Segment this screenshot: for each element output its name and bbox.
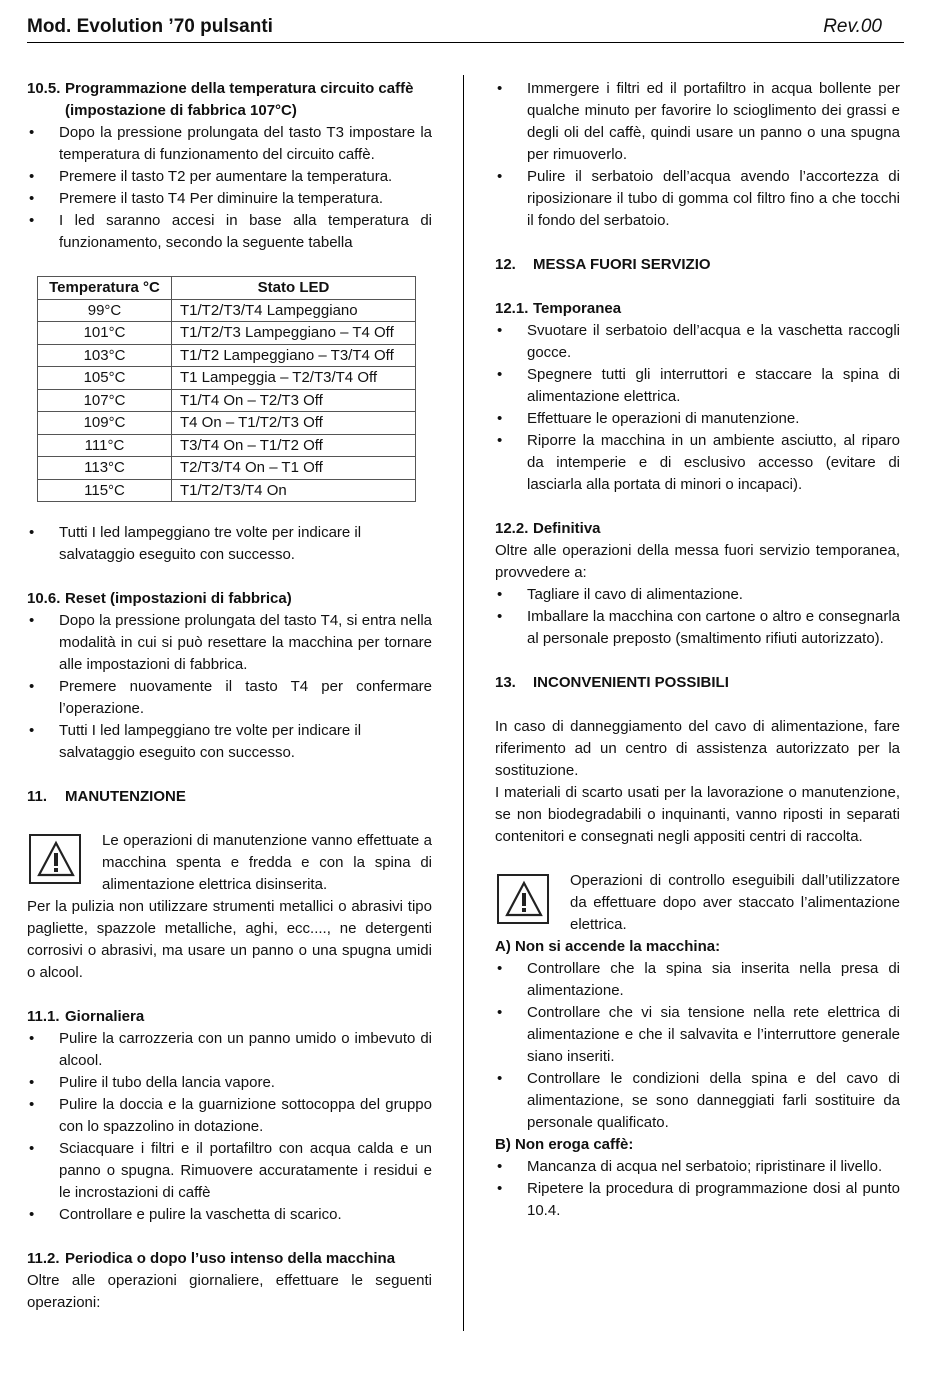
section-12-1-list bbox=[495, 320, 900, 496]
column-header: Stato LED bbox=[172, 277, 416, 300]
list-item: • Premere il tasto T2 per aumentare la temperatura. bbox=[27, 166, 432, 188]
list-item: • Controllare che la spina sia inserita nella presa di alimentazione. bbox=[495, 958, 900, 1002]
section-number: 10.6. bbox=[27, 590, 61, 607]
section-number: 11.1. bbox=[27, 1008, 60, 1025]
section-title: Periodica o dopo l’uso intenso della macchina bbox=[65, 1250, 396, 1267]
section-11-1-heading bbox=[27, 1006, 432, 1028]
section-title: MESSA FUORI SERVIZIO bbox=[533, 256, 711, 273]
list-item: • Immergere i filtri ed il portafiltro in acqua bollente per qualche minuto per favorire lo scioglimento dei grassi e degli oli del caffè, quindi usare un panno o una spugna per rimuoverlo. bbox=[495, 78, 900, 166]
temperature-cell: 105°C bbox=[38, 367, 172, 390]
led-state-cell: T1/T4 On – T2/T3 Off bbox=[172, 389, 416, 412]
warning-icon bbox=[497, 874, 549, 924]
list-item: • Pulire il tubo della lancia vapore. bbox=[27, 1072, 432, 1094]
section-10-6-heading bbox=[27, 588, 432, 610]
temperature-cell: 103°C bbox=[38, 344, 172, 367]
table-row bbox=[38, 434, 416, 457]
table-row bbox=[38, 389, 416, 412]
list-item: • Spegnere tutti gli interruttori e staccare la spina di alimentazione elettrica. bbox=[495, 364, 900, 408]
problem-a-list bbox=[495, 958, 900, 1134]
temperature-cell: 101°C bbox=[38, 322, 172, 345]
list-item: • Pulire la carrozzeria con un panno umido o imbevuto di alcool. bbox=[27, 1028, 432, 1072]
section-number: 11. bbox=[27, 788, 48, 805]
list-item: • Controllare che vi sia tensione nella rete elettrica di alimentazione e che il salvavita e l’interruttore generale siano inseriti. bbox=[495, 1002, 900, 1068]
section-number: 12. bbox=[495, 256, 516, 273]
section-10-6-list bbox=[27, 610, 432, 764]
revision-label: Rev.00 bbox=[823, 16, 882, 37]
page-header bbox=[27, 14, 904, 43]
section-number: 12.1. bbox=[495, 300, 529, 317]
list-item: • Premere il tasto T4 Per diminuire la temperatura. bbox=[27, 188, 432, 210]
led-state-cell: T1/T2/T3/T4 On bbox=[172, 479, 416, 502]
warning-icon bbox=[29, 834, 81, 884]
section-number: 13. bbox=[495, 674, 516, 691]
section-number: 12.2. bbox=[495, 520, 529, 537]
section-title: INCONVENIENTI POSSIBILI bbox=[533, 674, 729, 691]
control-warning bbox=[495, 870, 900, 936]
section-12-2-list bbox=[495, 584, 900, 650]
section-12-heading bbox=[495, 254, 900, 276]
table-row bbox=[38, 479, 416, 502]
table-row bbox=[38, 457, 416, 480]
table-row bbox=[38, 412, 416, 435]
section-title: Definitiva bbox=[533, 520, 601, 537]
led-state-cell: T3/T4 On – T1/T2 Off bbox=[172, 434, 416, 457]
section-10-5-heading bbox=[27, 78, 432, 100]
section-title: Giornaliera bbox=[65, 1008, 145, 1025]
right-column bbox=[495, 78, 900, 1222]
temperature-cell: 99°C bbox=[38, 299, 172, 322]
section-12-1-heading bbox=[495, 298, 900, 320]
temperature-cell: 115°C bbox=[38, 479, 172, 502]
led-state-cell: T1/T2/T3/T4 Lampeggiano bbox=[172, 299, 416, 322]
list-item: • Ripetere la procedura di programmazione dosi al punto 10.4. bbox=[495, 1178, 900, 1222]
list-item: • Controllare le condizioni della spina e del cavo di alimentazione, se sono danneggiati farli sostituire da personale qualificato. bbox=[495, 1068, 900, 1134]
list-item: • Dopo la pressione prolungata del tasto T3 impostare la temperatura di funzionamento del circuito caffè. bbox=[27, 122, 432, 166]
left-column bbox=[27, 78, 432, 1314]
section-number: 11.2. bbox=[27, 1250, 60, 1267]
problem-b-list bbox=[495, 1156, 900, 1222]
section-12-2-text: Oltre alle operazioni della messa fuori servizio temporanea, provvedere a: bbox=[495, 542, 900, 581]
list-item: • Controllare e pulire la vaschetta di scarico. bbox=[27, 1204, 432, 1226]
list-item: • Riporre la macchina in un ambiente asciutto, al riparo da intemperie e di esclusivo accesso (evitare di lasciarla alla portata di minori o incapaci). bbox=[495, 430, 900, 496]
list-item: • Imballare la macchina con cartone o altro e consegnarla al personale preposto (smaltimento rifiuti autorizzato). bbox=[495, 606, 900, 650]
section-10-5-after-list bbox=[27, 522, 432, 566]
list-item: • I led saranno accesi in base alla temperatura di funzionamento, secondo la seguente tabella bbox=[27, 210, 432, 254]
section-title: MANUTENZIONE bbox=[65, 788, 186, 805]
table-row bbox=[38, 322, 416, 345]
table-header-row bbox=[38, 277, 416, 300]
led-state-cell: T4 On – T1/T2/T3 Off bbox=[172, 412, 416, 435]
list-item: • Mancanza di acqua nel serbatoio; ripristinare il livello. bbox=[495, 1156, 900, 1178]
section-12-2-heading bbox=[495, 518, 900, 540]
list-item: • Sciacquare i filtri e il portafiltro con acqua calda e un panno o spugna. Rimuovere accuratamente i residui e le incrostazioni di caffè bbox=[27, 1138, 432, 1204]
warning-text: Le operazioni di manutenzione vanno effettuate a macchina spenta e fredda e con la spina di alimentazione elettrica disinserita. bbox=[102, 832, 432, 893]
section-title: Reset (impostazioni di fabbrica) bbox=[65, 590, 292, 607]
maintenance-warning bbox=[27, 830, 432, 896]
list-item: • Svuotare il serbatoio dell’acqua e la vaschetta raccogli gocce. bbox=[495, 320, 900, 364]
led-state-cell: T2/T3/T4 On – T1 Off bbox=[172, 457, 416, 480]
section-13-text-1: In caso di danneggiamento del cavo di alimentazione, fare riferimento ad un centro di assistenza autorizzato per la sostituzione. bbox=[495, 718, 900, 779]
section-11-1-list bbox=[27, 1028, 432, 1226]
temperature-cell: 111°C bbox=[38, 434, 172, 457]
list-item: • Tutti I led lampeggiano tre volte per indicare il salvataggio eseguito con successo. bbox=[27, 720, 432, 764]
section-11-2-text: Oltre alle operazioni giornaliere, effettuare le seguenti operazioni: bbox=[27, 1272, 432, 1311]
list-item: • Tagliare il cavo di alimentazione. bbox=[495, 584, 900, 606]
list-item: • Pulire il serbatoio dell’acqua avendo l’accortezza di riposizionare il tubo di gomma col filtro fino a che tocchi il fondo del serbatoio. bbox=[495, 166, 900, 232]
problem-a-heading: A) Non si accende la macchina: bbox=[495, 938, 721, 955]
section-13-heading bbox=[495, 672, 900, 694]
temperature-cell: 113°C bbox=[38, 457, 172, 480]
temperature-cell: 107°C bbox=[38, 389, 172, 412]
document-title: Mod. Evolution ’70 pulsanti bbox=[27, 16, 273, 37]
section-10-5-list bbox=[27, 122, 432, 254]
temperature-cell: 109°C bbox=[38, 412, 172, 435]
column-divider bbox=[463, 75, 464, 1331]
led-state-cell: T1/T2/T3 Lampeggiano – T4 Off bbox=[172, 322, 416, 345]
section-number: 10.5. bbox=[27, 80, 61, 97]
section-title: Temporanea bbox=[533, 300, 622, 317]
section-13-text-2: I materiali di scarto usati per la lavorazione o manutenzione, se non biodegradabili o inquinanti, vanno riposti in separati contenitori e consegnati negli appositi centri di raccolta. bbox=[495, 784, 900, 845]
maintenance-text: Per la pulizia non utilizzare strumenti metallici o abrasivi tipo pagliette, spazzole metalliche, aghi, ecc...., ne detergenti corrosivi o abrasivi, ma usare un panno o una spugna umidi o alcool. bbox=[27, 898, 432, 981]
section-10-5-subtitle: (impostazione di fabbrica 107°C) bbox=[65, 102, 297, 119]
led-state-cell: T1/T2 Lampeggiano – T3/T4 Off bbox=[172, 344, 416, 367]
section-11-heading bbox=[27, 786, 432, 808]
section-11-2-heading bbox=[27, 1248, 432, 1270]
problem-b-heading: B) Non eroga caffè: bbox=[495, 1136, 634, 1153]
led-state-cell: T1 Lampeggia – T2/T3/T4 Off bbox=[172, 367, 416, 390]
list-item: • Tutti I led lampeggiano tre volte per indicare il salvataggio eseguito con successo. bbox=[27, 522, 432, 566]
section-title: Programmazione della temperatura circuito caffè bbox=[65, 80, 414, 97]
table-row bbox=[38, 344, 416, 367]
led-temperature-table bbox=[37, 276, 416, 502]
column-header: Temperatura °C bbox=[38, 277, 172, 300]
table-row bbox=[38, 367, 416, 390]
list-item: • Pulire la doccia e la guarnizione sottocoppa del gruppo con lo spazzolino in dotazione. bbox=[27, 1094, 432, 1138]
table-row bbox=[38, 299, 416, 322]
list-item: • Dopo la pressione prolungata del tasto T4, si entra nella modalità in cui si può resettare la macchina per tornare alle impostazioni di fabbrica. bbox=[27, 610, 432, 676]
list-item: • Premere nuovamente il tasto T4 per confermare l’operazione. bbox=[27, 676, 432, 720]
warning-text: Operazioni di controllo eseguibili dall’utilizzatore da effettuare dopo aver staccato l’alimentazione elettrica. bbox=[570, 872, 900, 933]
section-11-2-list bbox=[495, 78, 900, 232]
list-item: • Effettuare le operazioni di manutenzione. bbox=[495, 408, 900, 430]
